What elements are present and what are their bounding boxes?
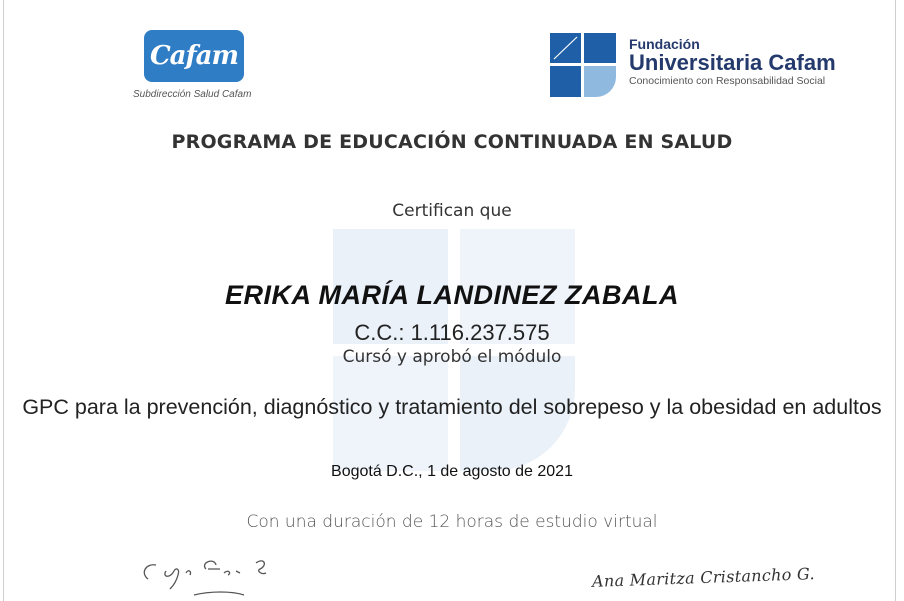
course-title: GPC para la prevención, diagnóstico y tratamiento del sobrepeso y la obesidad en adultos: [22, 395, 882, 419]
recipient-name: ERIKA MARÍA LANDINEZ ZABALA: [225, 280, 679, 310]
fundacion-logo-line1: Fundación: [629, 36, 700, 52]
program-title: PROGRAMA DE EDUCACIÓN CONTINUADA EN SALUD: [171, 131, 733, 153]
fundacion-logo-text: [629, 37, 836, 87]
cafam-logo-subtitle: Subdirección Salud Cafam: [133, 89, 252, 100]
fundacion-logo-line3: Conocimiento con Responsabilidad Social: [629, 75, 826, 87]
issue-date: Bogotá D.C., 1 de agosto de 2021: [331, 463, 573, 480]
completion-text: Cursó y aprobó el módulo: [342, 347, 562, 367]
fundacion-logo-line2: Universitaria Cafam: [629, 50, 836, 75]
fundacion-logo-mark: [550, 33, 616, 97]
recipient-id: C.C.: 1.116.237.575: [354, 320, 550, 345]
duration-text: Con una duración de 12 horas de estudio virtual: [246, 512, 658, 532]
left-signature: [136, 543, 296, 601]
cafam-logo: [144, 30, 244, 82]
certify-text: Certifican que: [392, 201, 512, 221]
cafam-logo-word: Cafam: [149, 41, 239, 71]
right-signature: Ana Maritza Cristancho G.: [591, 564, 816, 591]
